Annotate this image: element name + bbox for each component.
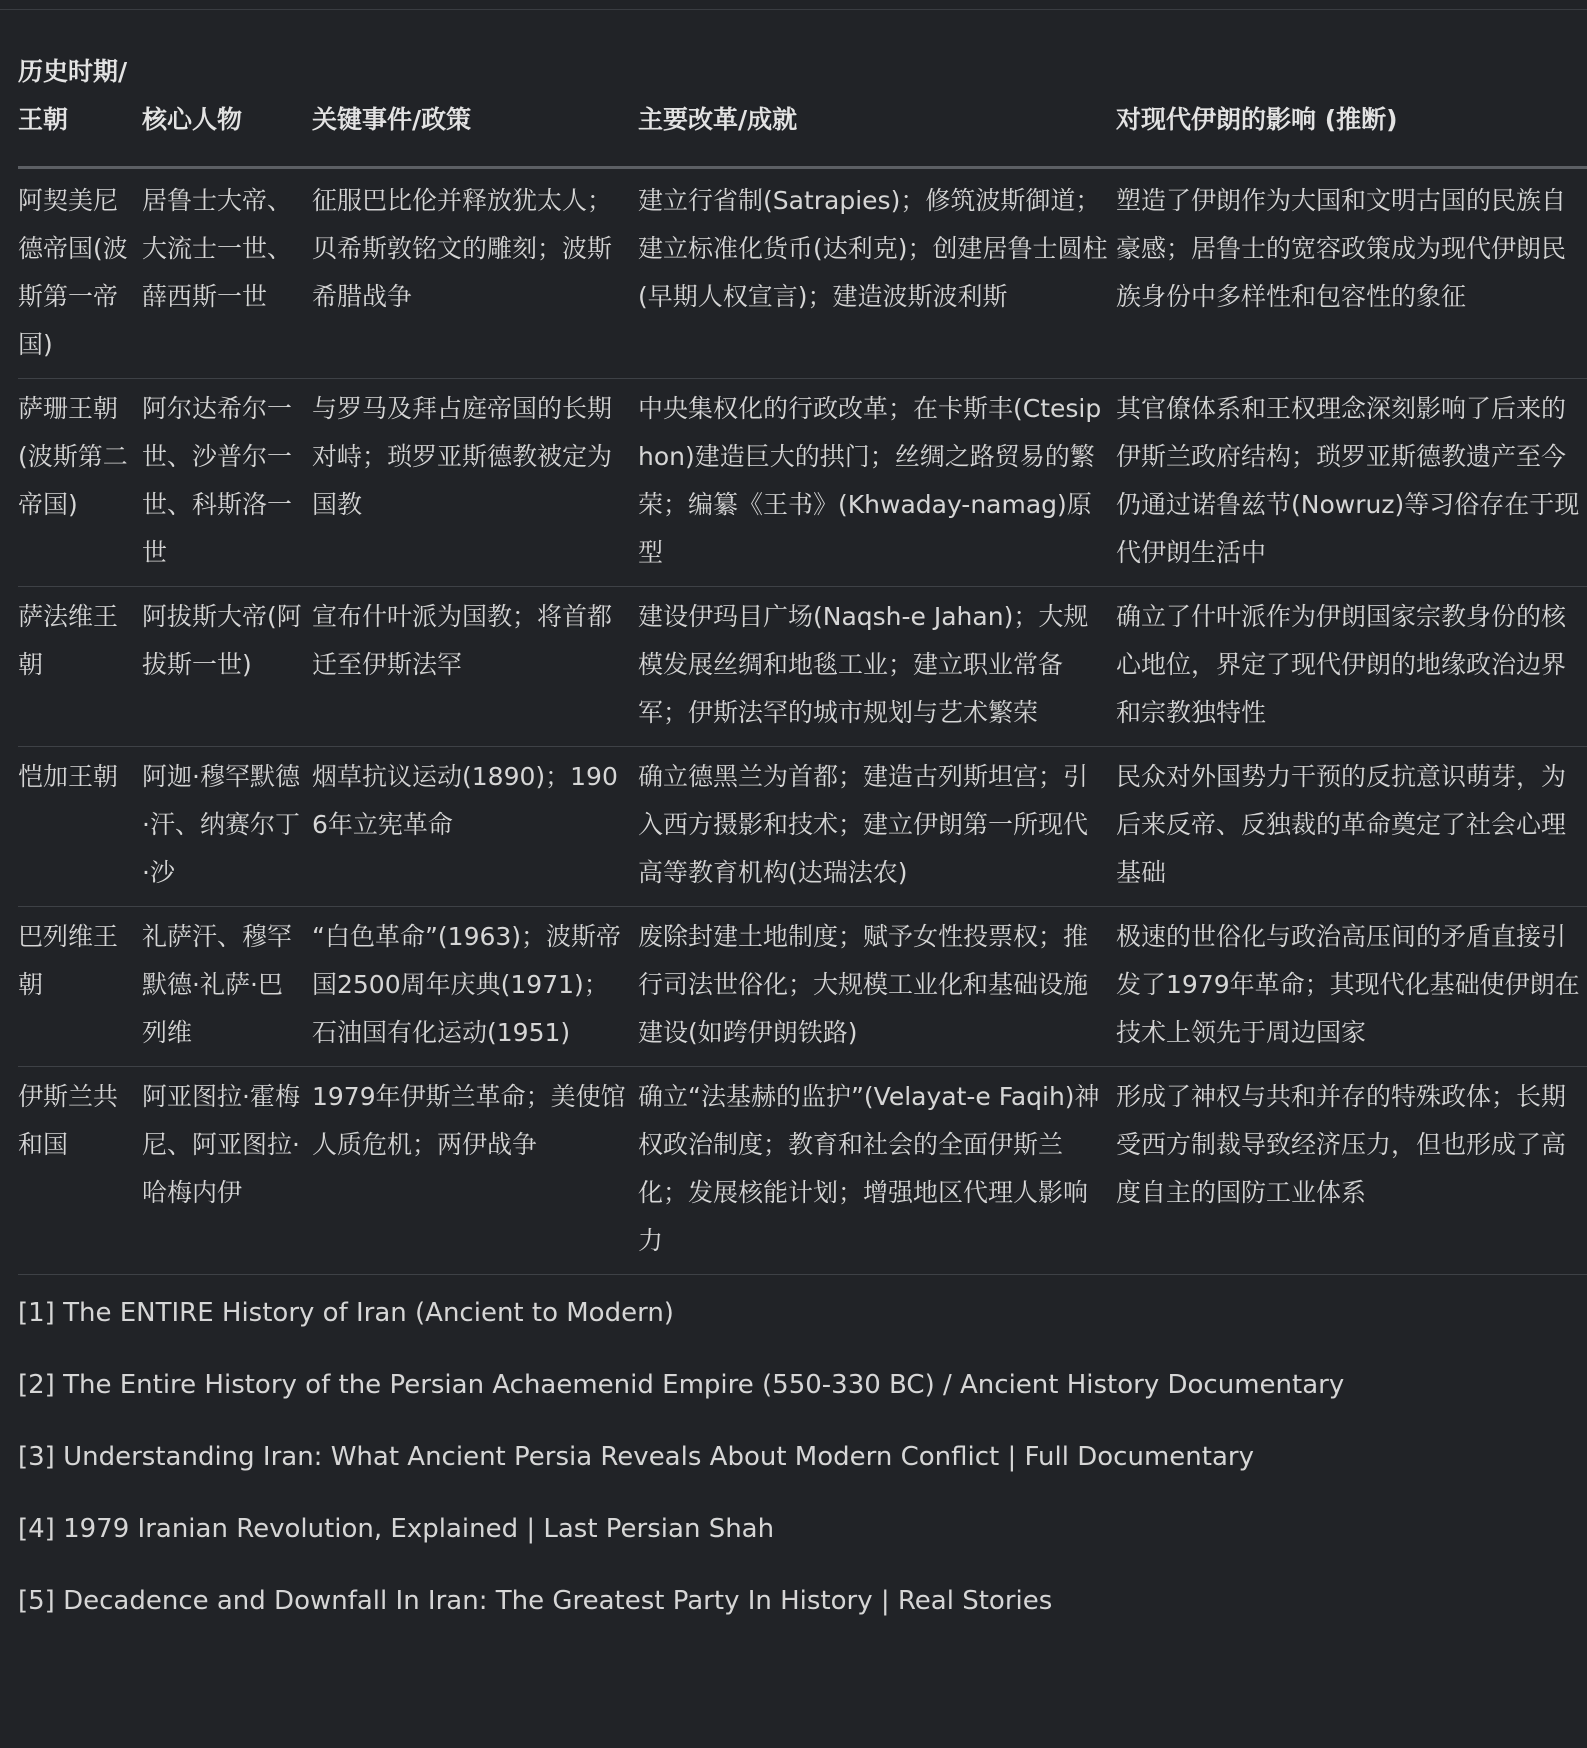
table-row <box>18 168 1587 379</box>
cell-reforms: 中央集权化的行政改革；在卡斯丰(Ctesiphon)建造巨大的拱门；丝绸之路贸易的繁荣；编纂《王书》(Khwaday-namag)原型 <box>638 379 1116 587</box>
reference-item <box>18 1295 1587 1331</box>
cell-events: 与罗马及拜占庭帝国的长期对峙；琐罗亚斯德教被定为国教 <box>312 379 638 587</box>
table-row <box>18 1067 1587 1275</box>
cell-events: “白色革命”(1963)；波斯帝国2500周年庆典(1971)；石油国有化运动(1951) <box>312 907 638 1067</box>
cell-impact: 确立了什叶派作为伊朗国家宗教身份的核心地位，界定了现代伊朗的地缘政治边界和宗教独特性 <box>1116 587 1587 747</box>
table-row <box>18 587 1587 747</box>
reference-link-1[interactable]: [1] The ENTIRE History of Iran (Ancient to Modern) <box>18 1298 674 1328</box>
cell-reforms: 确立德黑兰为首都；建造古列斯坦宫；引入西方摄影和技术；建立伊朗第一所现代高等教育机构(达瑞法农) <box>638 747 1116 907</box>
reference-link-4[interactable]: [4] 1979 Iranian Revolution, Explained | Last Persian Shah <box>18 1514 775 1544</box>
cell-figures: 阿迦·穆罕默德·汗、纳赛尔丁·沙 <box>142 747 312 907</box>
table-header-row <box>18 48 1587 168</box>
cell-dynasty: 阿契美尼德帝国(波斯第一帝国) <box>18 168 142 379</box>
cell-impact: 民众对外国势力干预的反抗意识萌芽，为后来反帝、反独裁的革命奠定了社会心理基础 <box>1116 747 1587 907</box>
cell-impact: 其官僚体系和王权理念深刻影响了后来的伊斯兰政府结构；琐罗亚斯德教遗产至今仍通过诺鲁兹节(Nowruz)等习俗存在于现代伊朗生活中 <box>1116 379 1587 587</box>
reference-item <box>18 1439 1587 1475</box>
reference-item <box>18 1511 1587 1547</box>
cell-reforms: 建设伊玛目广场(Naqsh-e Jahan)；大规模发展丝绸和地毯工业；建立职业常备军；伊斯法罕的城市规划与艺术繁荣 <box>638 587 1116 747</box>
header-figures: 核心人物 <box>142 48 312 168</box>
top-divider <box>0 0 1587 10</box>
cell-impact: 形成了神权与共和并存的特殊政体；长期受西方制裁导致经济压力，但也形成了高度自主的国防工业体系 <box>1116 1067 1587 1275</box>
reference-list <box>18 1295 1587 1619</box>
response-content <box>18 48 1587 1655</box>
cell-figures: 阿拔斯大帝(阿拔斯一世) <box>142 587 312 747</box>
header-impact: 对现代伊朗的影响 (推断) <box>1116 48 1587 168</box>
table-row <box>18 907 1587 1067</box>
header-reforms: 主要改革/成就 <box>638 48 1116 168</box>
iran-history-table <box>18 48 1587 1275</box>
reference-item <box>18 1367 1587 1403</box>
cell-dynasty: 萨法维王朝 <box>18 587 142 747</box>
cell-dynasty: 伊斯兰共和国 <box>18 1067 142 1275</box>
cell-reforms: 建立行省制(Satrapies)；修筑波斯御道；建立标准化货币(达利克)；创建居鲁士圆柱(早期人权宣言)；建造波斯波利斯 <box>638 168 1116 379</box>
reference-link-5[interactable]: [5] Decadence and Downfall In Iran: The Greatest Party In History | Real Stories <box>18 1586 1053 1616</box>
reference-link-2[interactable]: [2] The Entire History of the Persian Achaemenid Empire (550-330 BC) / Ancient History Documentary <box>18 1370 1345 1400</box>
cell-events: 征服巴比伦并释放犹太人；贝希斯敦铭文的雕刻；波斯希腊战争 <box>312 168 638 379</box>
cell-impact: 极速的世俗化与政治高压间的矛盾直接引发了1979年革命；其现代化基础使伊朗在技术上领先于周边国家 <box>1116 907 1587 1067</box>
header-dynasty: 历史时期/王朝 <box>18 48 142 168</box>
cell-events: 1979年伊斯兰革命；美使馆人质危机；两伊战争 <box>312 1067 638 1275</box>
table-row <box>18 379 1587 587</box>
cell-dynasty: 萨珊王朝(波斯第二帝国) <box>18 379 142 587</box>
cell-reforms: 废除封建土地制度；赋予女性投票权；推行司法世俗化；大规模工业化和基础设施建设(如跨伊朗铁路) <box>638 907 1116 1067</box>
cell-dynasty: 巴列维王朝 <box>18 907 142 1067</box>
cell-figures: 礼萨汗、穆罕默德·礼萨·巴列维 <box>142 907 312 1067</box>
cell-dynasty: 恺加王朝 <box>18 747 142 907</box>
table-row <box>18 747 1587 907</box>
cell-figures: 居鲁士大帝、大流士一世、薛西斯一世 <box>142 168 312 379</box>
header-events: 关键事件/政策 <box>312 48 638 168</box>
cell-figures: 阿亚图拉·霍梅尼、阿亚图拉·哈梅内伊 <box>142 1067 312 1275</box>
cell-events: 烟草抗议运动(1890)；1906年立宪革命 <box>312 747 638 907</box>
cell-reforms: 确立“法基赫的监护”(Velayat-e Faqih)神权政治制度；教育和社会的全面伊斯兰化；发展核能计划；增强地区代理人影响力 <box>638 1067 1116 1275</box>
reference-item <box>18 1583 1587 1619</box>
cell-impact: 塑造了伊朗作为大国和文明古国的民族自豪感；居鲁士的宽容政策成为现代伊朗民族身份中多样性和包容性的象征 <box>1116 168 1587 379</box>
cell-figures: 阿尔达希尔一世、沙普尔一世、科斯洛一世 <box>142 379 312 587</box>
reference-link-3[interactable]: [3] Understanding Iran: What Ancient Persia Reveals About Modern Conflict | Full Documentary <box>18 1442 1254 1472</box>
cell-events: 宣布什叶派为国教；将首都迁至伊斯法罕 <box>312 587 638 747</box>
